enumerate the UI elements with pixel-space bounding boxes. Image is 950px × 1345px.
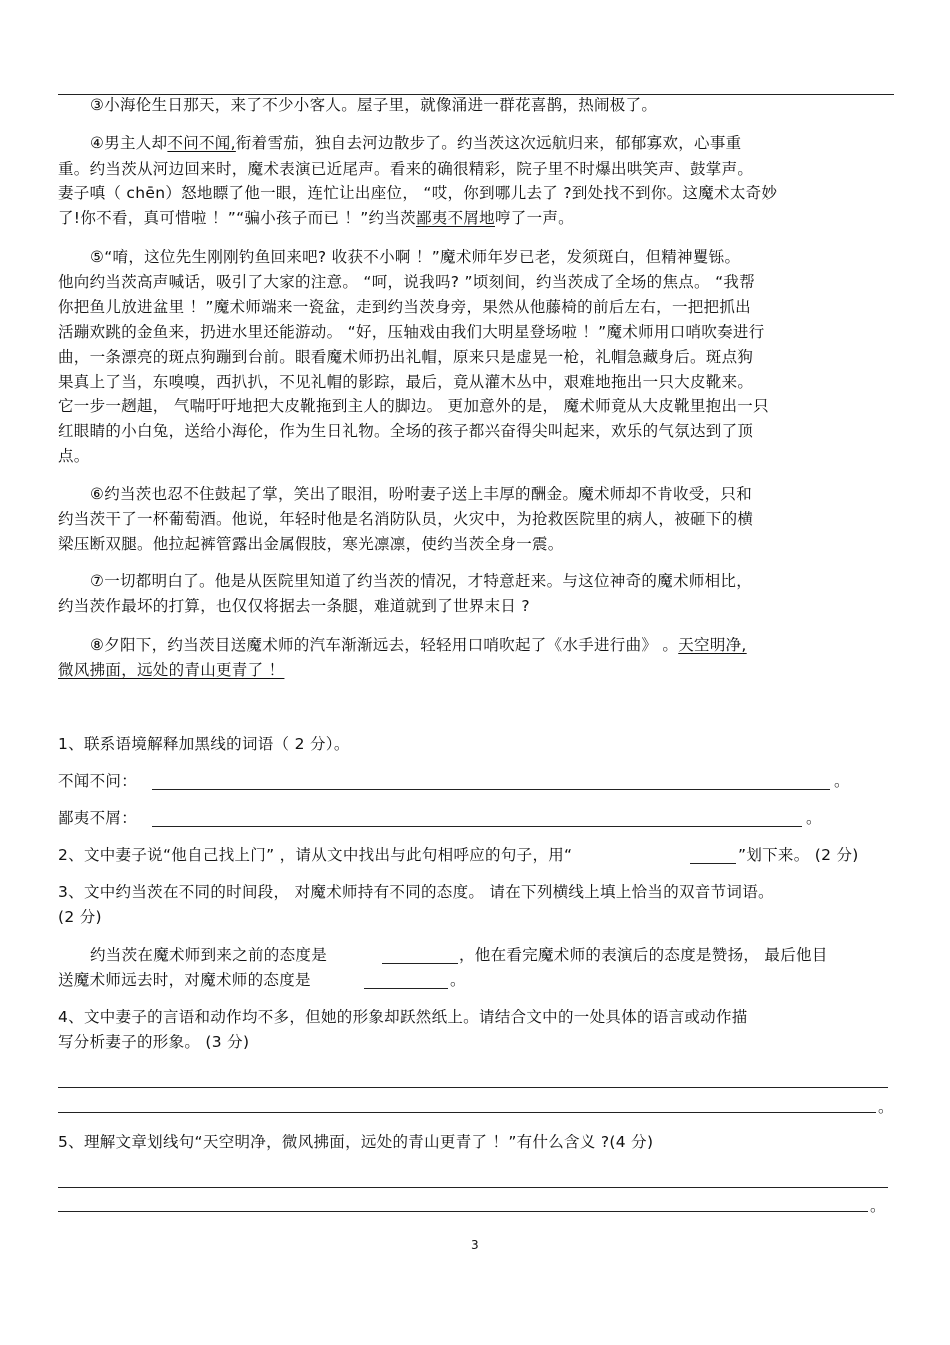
paragraph-4-line-1: [90, 131, 741, 155]
question-4-line-1: 4、文中妻子的言语和动作均不多，但她的形象却跃然纸上。请结合文中的一处具体的语言或动作描: [58, 1008, 748, 1026]
paragraph-5-line-9: 点。: [58, 447, 90, 465]
q3-answer-line-2[interactable]: [364, 988, 448, 989]
paragraph-4-line-4: [58, 206, 574, 230]
q3-prompt-a-rest: ，他在看完魔术师的表演后的态度是赞扬， 最后他目: [459, 946, 828, 964]
q1-label-biyibuxie: 鄙夷不屑：: [58, 809, 138, 827]
paragraph-8-line-2: [58, 658, 284, 682]
paragraph-5-line-5: 曲，一条漂亮的斑点狗蹦到台前。眼看魔术师扔出礼帽，原来只是虚晃一枪，礼帽急藏身后。斑点狗: [58, 348, 754, 366]
page-number: 3: [471, 1238, 479, 1252]
q1-label-buwenbuwen: 不闻不问：: [58, 772, 138, 790]
paragraph-4-line-2: 重。约当茨从河边回来时，魔术表演已近尾声。看来的确很精彩，院子里不时爆出哄笑声、鼓掌声。: [58, 160, 754, 178]
paragraph-5-line-3: 你把鱼儿放进盆里 ！”魔术师端来一瓷盆，走到约当茨身旁，果然从他藤椅的前后左右，一把把抓出: [58, 298, 751, 316]
question-4-line-2: 写分析妻子的形象。 (3 分): [58, 1033, 250, 1051]
q4-answer-line-1[interactable]: [58, 1087, 888, 1088]
paragraph-5-line-1: ⑤“唷，这位先生刚刚钓鱼回来吧? 收获不小啊 ！”魔术师年岁已老，发须斑白，但精神矍铄。: [90, 248, 741, 266]
underlined-term-biyibuxie: 鄙夷不屑地: [415, 209, 495, 227]
period: 。: [834, 772, 850, 790]
period: 。: [870, 1197, 886, 1215]
question-5: 5、理解文章划线句“天空明净，微风拂面，远处的青山更青了 ！”有什么含义 ?(4 分): [58, 1133, 654, 1151]
q3-prompt-b: 送魔术师远去时，对魔术师的态度是: [58, 971, 311, 989]
q2-underline-sample: [690, 863, 736, 864]
paragraph-8-line-1: [90, 633, 747, 657]
question-3-line-1: 3、文中约当茨在不同的时间段， 对魔术师持有不同的态度。 请在下列横线上填上恰当的双音节词语。: [58, 883, 774, 901]
paragraph-4-text: 哼了一声。: [494, 209, 574, 227]
paragraph-5-line-6: 果真上了当，东嗅嗅，西扒扒，不见礼帽的影踪，最后，竟从灌木丛中，艰难地拖出一只大皮靴来。: [58, 373, 754, 391]
q3-answer-line-1[interactable]: [382, 963, 458, 964]
paragraph-5-line-4: 活蹦欢跳的金鱼来，扔进水里还能游动。 “好，压轴戏由我们大明星登场啦 ！”魔术师用口哨吹奏进行: [58, 323, 765, 341]
paragraph-6-line-2: 约当茨干了一杯葡萄酒。他说，年轻时他是名消防队员，火灾中，为抢救医院里的病人，被砸下的横: [58, 510, 754, 528]
period: 。: [450, 971, 466, 989]
paragraph-4-text: ④男主人却: [90, 134, 168, 152]
paragraph-5-line-7: 它一步一趔趄， 气喘吁吁地把大皮靴拖到主人的脚边。 更加意外的是， 魔术师竟从大皮靴里抱出一只: [58, 397, 769, 415]
paragraph-3: ③小海伦生日那天，来了不少小客人。屋子里，就像涌进一群花喜鹊，热闹极了。: [90, 96, 658, 114]
q5-answer-line-2[interactable]: [58, 1211, 868, 1212]
paragraph-5-line-8: 红眼睛的小白兔，送给小海伦，作为生日礼物。全场的孩子都兴奋得尖叫起来，欢乐的气氛达到了顶: [58, 422, 754, 440]
question-3-line-2: (2 分): [58, 908, 102, 926]
underlined-sentence: 微风拂面，远处的青山更青了 ！: [58, 661, 285, 679]
paragraph-5-line-2: 他向约当茨高声喊话，吸引了大家的注意。 “呵，说我吗? ”顷刻间，约当茨成了全场的焦点。 “我帮: [58, 273, 756, 291]
paragraph-7-line-2: 约当茨作最坏的打算，也仅仅将据去一条腿，难道就到了世界末日 ?: [58, 597, 530, 615]
q1-answer-line-2[interactable]: [152, 826, 802, 827]
paragraph-4-text: 衔着雪茄，独自去河边散步了。约当茨这次远航归来，郁郁寡欢，心事重: [235, 134, 742, 152]
underlined-term-buwenbuwen: 不问不闻,: [167, 134, 236, 152]
question-2-text-end: ”划下来。 (2 分): [738, 846, 859, 864]
paragraph-4-text: 了!你不看，真可惜啦 ！”“骗小孩子而已 ！”约当茨: [58, 209, 416, 227]
q3-prompt-a: 约当茨在魔术师到来之前的态度是: [90, 946, 328, 964]
q4-answer-line-2[interactable]: [58, 1112, 876, 1113]
q1-answer-line-1[interactable]: [152, 789, 830, 790]
paragraph-8-text: ⑧夕阳下，约当茨目送魔术师的汽车渐渐远去，轻轻用口哨吹起了《水手进行曲》 。: [90, 636, 679, 654]
period: 。: [806, 809, 822, 827]
paragraph-6-line-1: ⑥约当茨也忍不住鼓起了掌，笑出了眼泪，吩咐妻子送上丰厚的酬金。魔术师却不肯收受，只和: [90, 485, 752, 503]
period: 。: [878, 1098, 894, 1116]
paragraph-4-line-3: 妻子嗔（ chēn）怒地瞟了他一眼，连忙让出座位， “哎，你到哪儿去了 ?到处找不到你。这魔术太奇妙: [58, 184, 778, 202]
q5-answer-line-1[interactable]: [58, 1187, 888, 1188]
question-2-text: 2、文中妻子说“他自己找上门” ，请从文中找出与此句相呼应的句子，用“: [58, 846, 573, 864]
paragraph-6-line-3: 梁压断双腿。他拉起裤管露出金属假肢，寒光凛凛，使约当茨全身一震。: [58, 535, 564, 553]
question-1: 1、联系语境解释加黑线的词语（ 2 分）。: [58, 735, 350, 753]
paragraph-7-line-1: ⑦一切都明白了。他是从医院里知道了约当茨的情况，才特意赶来。与这位神奇的魔术师相比，: [90, 572, 752, 590]
underlined-sentence: 天空明净,: [678, 636, 747, 654]
